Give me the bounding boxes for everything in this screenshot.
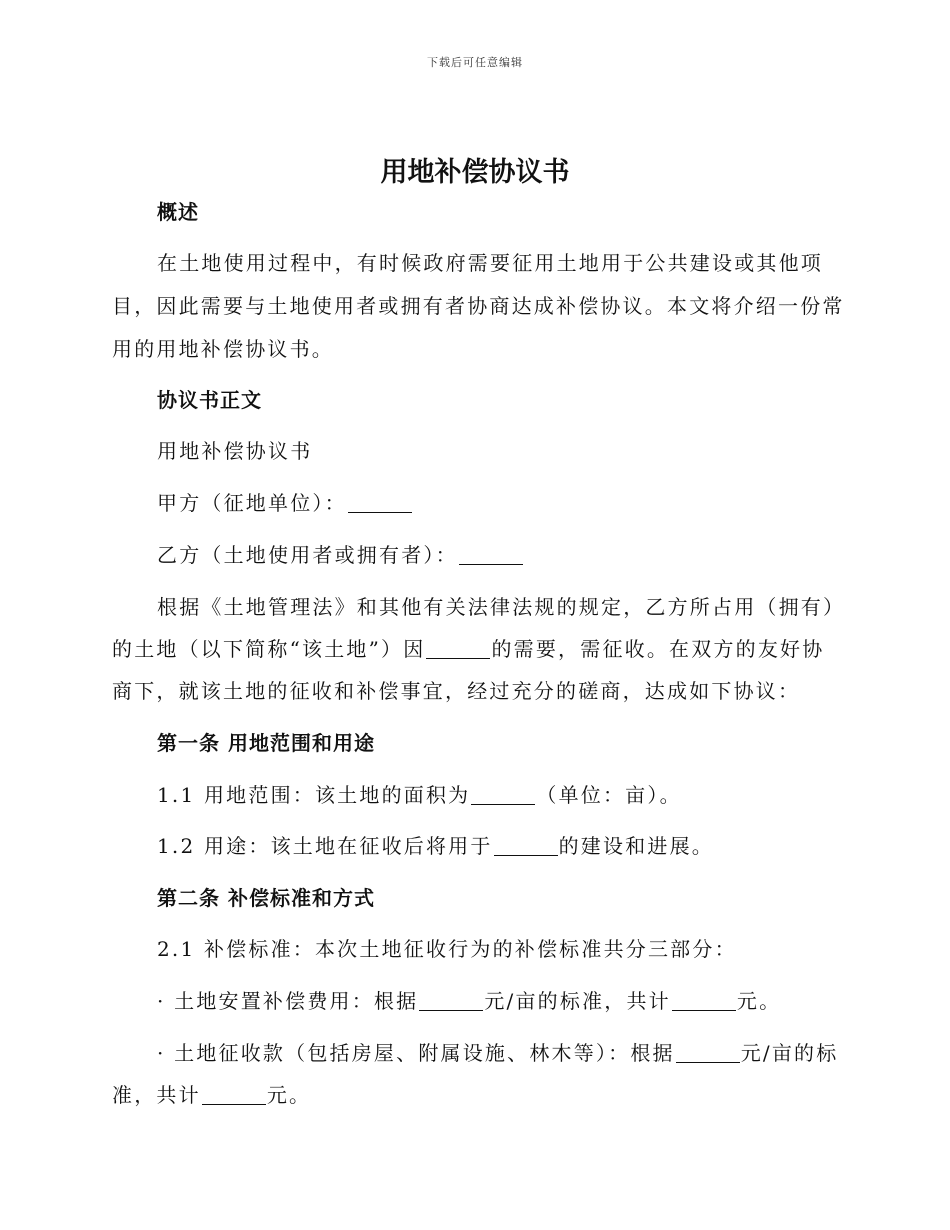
basis-paragraph-line: [112, 634, 842, 664]
article-1-heading: 第一条 用地范围和用途: [157, 731, 375, 755]
total-blank: [202, 1084, 266, 1105]
clause-1-2: [157, 831, 847, 861]
document-title: 用地补偿协议书: [380, 157, 570, 188]
party-b-blank: [459, 544, 523, 565]
total-blank: [672, 990, 736, 1011]
item-text: 元/亩的标准，共计: [484, 989, 671, 1013]
basis-paragraph-line: 根据《土地管理法》和其他有关法律法规的规定，乙方所占用（拥有）: [157, 595, 846, 619]
overview-paragraph-line: 目，因此需要与土地使用者或拥有者协商达成补偿协议。本文将介绍一份常: [112, 294, 845, 318]
clause-text: 的建设和进展。: [558, 834, 714, 858]
compensation-item-2: [157, 1038, 847, 1068]
clause-text: 1.1 用地范围：该土地的面积为: [157, 783, 471, 807]
clause-text: （单位：亩）。: [536, 783, 682, 807]
overview-paragraph-line: 用的用地补偿协议书。: [112, 337, 334, 361]
agreement-name: 用地补偿协议书: [157, 439, 313, 463]
basis-text: 的土地（以下简称“该土地”）因: [112, 637, 426, 661]
body-heading: 协议书正文: [157, 388, 262, 412]
party-a-line: [157, 488, 847, 518]
clause-2-1: 2.1 补偿标准：本次土地征收行为的补偿标准共分三部分：: [157, 937, 737, 961]
party-a-label: 甲方（征地单位）：: [157, 491, 347, 515]
basis-text: 的需要，需征收。在双方的友好协: [491, 637, 825, 661]
overview-paragraph-line: 在土地使用过程中，有时候政府需要征用土地用于公共建设或其他项: [157, 251, 823, 275]
compensation-item-2-cont: [112, 1080, 842, 1110]
clause-text: 1.2 用途：该土地在征收后将用于: [157, 834, 493, 858]
item-text: 准，共计: [112, 1083, 201, 1107]
purpose-blank: [426, 638, 490, 659]
party-b-line: [157, 540, 847, 570]
item-text: 元。: [736, 989, 782, 1013]
article-2-heading: 第二条 补偿标准和方式: [157, 886, 375, 910]
area-blank: [471, 784, 535, 805]
rate-blank: [676, 1042, 740, 1063]
party-b-label: 乙方（土地使用者或拥有者）：: [157, 543, 458, 567]
basis-paragraph-line: 商下，就该土地的征收和补偿事宜，经过充分的磋商，达成如下协议：: [112, 679, 801, 703]
clause-1-1: [157, 780, 847, 810]
rate-blank: [419, 990, 483, 1011]
use-blank: [494, 835, 558, 856]
item-text: 元。: [266, 1083, 312, 1107]
item-text: · 土地安置补偿费用：根据: [157, 989, 419, 1013]
compensation-item-1: [157, 986, 847, 1016]
party-a-blank: [348, 492, 412, 513]
overview-heading: 概述: [157, 200, 199, 224]
header-note: 下载后可任意编辑: [427, 56, 523, 69]
item-text: 元/亩的标: [740, 1041, 839, 1065]
item-text: · 土地征收款（包括房屋、附属设施、林木等）：根据: [157, 1041, 675, 1065]
